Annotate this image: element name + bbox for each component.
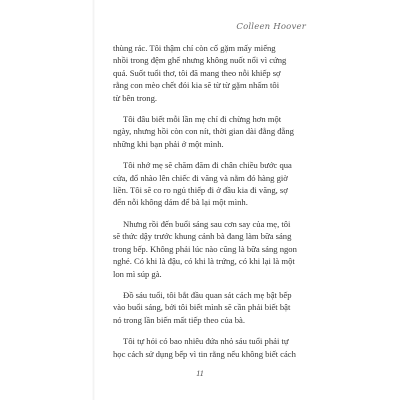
paragraph	[113, 159, 293, 209]
text-line: nhồi trong đệm ghế nhưng không nuốt nổi vì cứng	[113, 55, 287, 66]
text-line: học cách sử dụng bếp vì tin rằng nếu không biết cách	[113, 348, 296, 359]
paragraph	[113, 113, 293, 150]
text-line: liền. Tôi sẽ co ro ngủ thiếp đi ở đầu kia đi văng, sợ	[113, 185, 288, 196]
text-line: Đồ sáu tuổi, tôi bắt đầu quan sát cách mẹ bật bếp	[123, 289, 292, 300]
text-line: từ bên trong.	[113, 92, 158, 103]
text-line: thùng rác. Tôi thậm chí còn cố gặm mấy miếng	[113, 43, 276, 53]
page-gutter-shadow	[92, 0, 95, 400]
text-line: nghẻ. Có khi là đậu, có khi là trứng, có khi lại là một	[113, 256, 295, 267]
text-line: vào buổi sáng, bởi tôi biết mình sẽ cần phải biết bật	[113, 302, 291, 313]
paragraph	[113, 218, 297, 280]
text-line: Tôi đâu biết mỗi lần mẹ chỉ đi chừng hơn một	[123, 114, 282, 125]
text-line: lon mì súp gà.	[113, 268, 162, 279]
text-line: những khi bạn phải ở một mình.	[113, 138, 224, 149]
paragraph	[113, 289, 293, 326]
body-text	[113, 42, 297, 369]
running-header-author: Colleen Hoover	[236, 22, 306, 32]
text-line: Nhưng rồi đến buổi sáng sau cơn say của mẹ, tôi	[123, 218, 291, 229]
text-line: cửa, đổ nhào lên chiếc đi văng và nằm đó hàng giờ	[113, 172, 288, 183]
text-line: ngày, nhưng hồi còn con nít, thời gian dài đằng đẵng	[113, 126, 294, 137]
text-line: nó trong lần biến mất tiếp theo của bà.	[113, 314, 245, 325]
text-line: rằng con mèo chết đói kia sẽ từ từ gặm nhấm tôi	[113, 80, 280, 91]
text-line: Tôi tự hỏi có bao nhiêu đứa nhỏ sáu tuổi phải tự	[123, 336, 289, 347]
page-number: 11	[196, 368, 204, 378]
text-line: trong bếp. Không phải lúc nào cũng là bữa sáng ngon	[113, 243, 297, 254]
paragraph	[113, 335, 296, 360]
paragraph	[113, 42, 293, 104]
text-line: Tôi nhớ mẹ sẽ chăm đăm đi chân chiều bước qua	[123, 160, 292, 171]
text-line: đến nỗi không dám để bà lại một mình.	[113, 197, 248, 208]
text-line: quá. Suốt tuổi thơ, tôi đã mang theo nỗi khiếp sợ	[113, 67, 281, 78]
text-line: sẽ thức dậy trước khung cảnh bà đang làm bữa sáng	[113, 231, 292, 242]
